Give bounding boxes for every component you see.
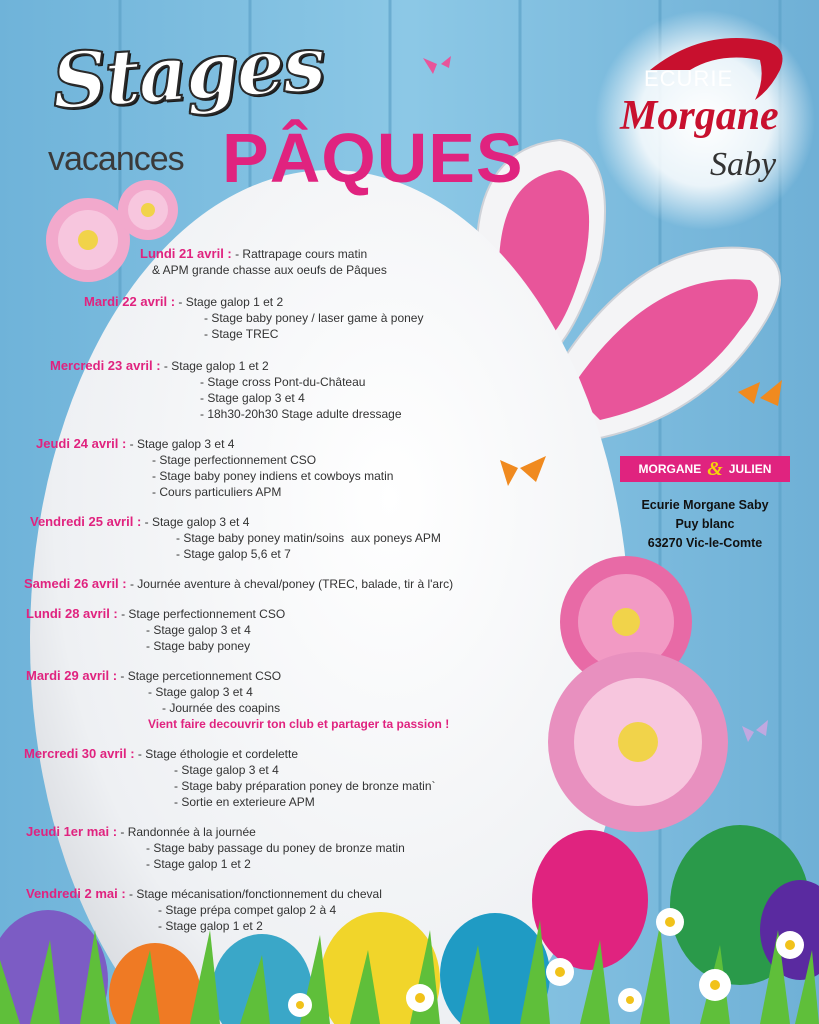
schedule-day [140, 246, 387, 278]
schedule-item: - Randonnée à la journée [120, 825, 256, 839]
schedule-day [30, 514, 441, 562]
schedule-day [24, 746, 436, 810]
schedule-day [84, 294, 423, 342]
schedule-item: - Stage galop 5,6 et 7 [176, 547, 291, 561]
logo-saby: Saby [710, 146, 777, 183]
schedule-item: - Stage galop 3 et 4 [148, 685, 253, 699]
schedule-item: - Stage cross Pont-du-Château [200, 375, 366, 389]
schedule-day [26, 824, 405, 872]
day-label: Mardi 29 avril : [26, 668, 118, 683]
schedule-day [26, 606, 285, 654]
day-label: Lundi 21 avril : [140, 246, 232, 261]
day-label: Mardi 22 avril : [84, 294, 176, 309]
schedule-item: - Stage baby passage du poney de bronze matin [146, 841, 405, 855]
schedule-item: - Stage galop 1 et 2 [158, 919, 263, 933]
schedule-day [26, 886, 382, 934]
logo-morgane: Morgane [620, 93, 779, 139]
schedule-item: - Rattrapage cours matin [235, 247, 368, 261]
schedule-item: - Stage galop 3 et 4 [200, 391, 305, 405]
address-line-3: 63270 Vic-le-Comte [647, 536, 763, 550]
day-label: Jeudi 1er mai : [26, 824, 118, 839]
schedule-item: - Stage galop 1 et 2 [163, 359, 269, 373]
schedule-item: - Sortie en exterieure APM [174, 795, 315, 809]
schedule-item: - Stage galop 1 et 2 [146, 857, 251, 871]
contact-name-2: JULIEN [728, 462, 772, 476]
schedule-item: - Journée des coapins [162, 701, 281, 715]
schedule-item: - Stage TREC [204, 327, 279, 341]
schedule-item: - 18h30-20h30 Stage adulte dressage [200, 407, 402, 421]
day-label: Samedi 26 avril : [24, 576, 127, 591]
schedule-item: - Stage baby poney / laser game à poney [204, 311, 424, 325]
contact-ampersand: & [707, 457, 723, 480]
schedule-item: & APM grande chasse aux oeufs de Pâques [152, 263, 387, 277]
day-label: Jeudi 24 avril : [36, 436, 127, 451]
day-label: Vendredi 25 avril : [30, 514, 142, 529]
schedule-item: - Stage mécanisation/fonctionnement du cheval [129, 887, 382, 901]
day-label: Mercredi 30 avril : [24, 746, 135, 761]
schedule-item: - Stage baby poney [146, 639, 251, 653]
schedule-item: - Stage prépa compet galop 2 à 4 [158, 903, 337, 917]
schedule-item: - Stage baby préparation poney de bronze matin` [174, 779, 436, 793]
schedule-item: - Stage galop 3 et 4 [144, 515, 250, 529]
day-label: Vendredi 2 mai : [26, 886, 126, 901]
day-label: Lundi 28 avril : [26, 606, 118, 621]
logo-ecurie: ECURIE [644, 66, 734, 91]
schedule-item: - Stage baby poney matin/soins aux poneys APM [176, 531, 441, 545]
schedule-item: - Stage galop 1 et 2 [178, 295, 284, 309]
address-line-2: Puy blanc [675, 517, 735, 531]
schedule-item: - Stage galop 3 et 4 [146, 623, 251, 637]
schedule-item: - Stage perfectionnement CSO [152, 453, 317, 467]
contact-name-1: MORGANE [638, 462, 702, 476]
schedule-item: - Stage perfectionnement CSO [121, 607, 286, 621]
schedule-item: - Stage galop 3 et 4 [174, 763, 279, 777]
schedule-item: - Stage éthologie et cordelette [137, 747, 299, 761]
schedule-day [24, 576, 453, 592]
title-vacances: vacances [48, 140, 184, 178]
address-line-1: Ecurie Morgane Saby [641, 498, 769, 512]
highlight-message: Vient faire decouvrir ton club et partager ta passion ! [148, 717, 450, 731]
schedule-item: - Journée aventure à cheval/poney (TREC, balade, tir à l'arc) [129, 577, 454, 591]
title-paques: PÂQUES [222, 119, 524, 197]
schedule-day [36, 436, 393, 500]
schedule-day [26, 668, 449, 732]
schedule-item: - Stage baby poney indiens et cowboys matin [152, 469, 394, 483]
schedule-day [50, 358, 402, 422]
title-stages: Stages [49, 18, 327, 127]
schedule-item: - Cours particuliers APM [152, 485, 282, 499]
day-label: Mercredi 23 avril : [50, 358, 161, 373]
schedule-item: - Stage percetionnement CSO [120, 669, 282, 683]
schedule-item: - Stage galop 3 et 4 [129, 437, 235, 451]
